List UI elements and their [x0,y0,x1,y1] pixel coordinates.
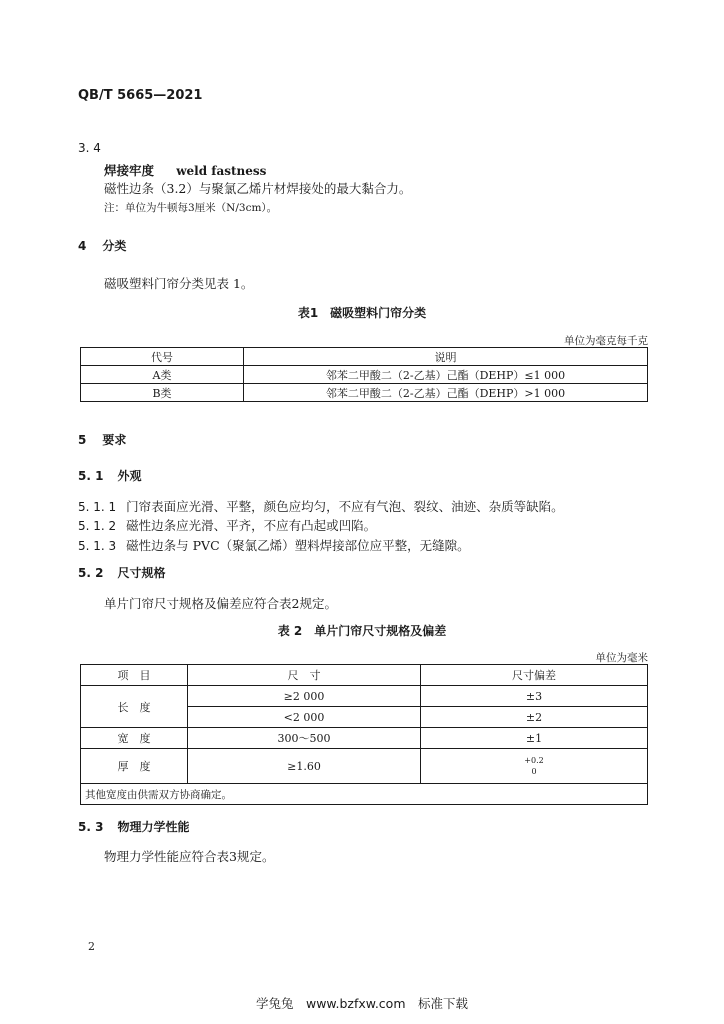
table-row [81,784,648,805]
table-1-unit: 单位为毫克每千克 [564,335,648,347]
section-5-1-heading [78,467,141,484]
clause-number: 5. 1. 1 [78,500,117,514]
tolerance-upper: +0.2 [524,756,544,765]
table-cell: ≥1.60 [188,749,421,784]
section-5-3-number: 5. 3 [78,820,104,834]
table-2-header-size: 尺 寸 [188,665,421,686]
section-5-2-heading [78,564,165,581]
table-cell: ±2 [421,707,648,728]
clause-number: 5. 1. 3 [78,539,117,553]
section-5-title: 要求 [102,433,127,447]
term-cn: 焊接牢度 [104,163,155,178]
section-4-title: 分类 [102,239,127,253]
clause-5-1-3 [78,536,470,554]
section-4-heading [78,237,126,254]
table-2-header-item: 项 目 [81,665,188,686]
page-number: 2 [88,940,95,953]
table-row [81,348,648,366]
table-cell: 邻苯二甲酸二（2-乙基）己酯（DEHP）≤1 000 [244,366,648,384]
section-5-heading [78,431,126,448]
term-en: weld fastness [176,164,267,178]
table-1-header-desc: 说明 [244,348,648,366]
clause-text: 门帘表面应光滑、平整，颜色应均匀，不应有气泡、裂纹、油迹、杂质等缺陷。 [126,499,564,514]
term-definition: 磁性边条（3.2）与聚氯乙烯片材焊接处的最大黏合力。 [104,181,412,196]
site-footer: 学兔兔 www.bzfxw.com 标准下载 [255,996,469,1011]
section-4-number: 4 [78,239,87,253]
section-5-number: 5 [78,433,87,447]
table-cell: <2 000 [188,707,421,728]
term-heading [104,160,266,179]
section-5-3-title: 物理力学性能 [117,820,190,834]
table-cell-length: 长 度 [81,686,188,728]
table-cell: ±3 [421,686,648,707]
table-cell-tolerance [421,749,648,784]
table-cell: B类 [81,384,244,402]
table-1-header-code: 代号 [81,348,244,366]
document-code: QB/T 5665—2021 [78,88,203,103]
clause-5-1-1 [78,497,564,515]
clause-number: 5. 1. 2 [78,519,117,533]
section-5-3-heading [78,818,189,835]
term-note: 注：单位为牛顿每3厘米（N/3cm）。 [104,202,278,214]
table-row [81,366,648,384]
table-row [81,384,648,402]
table-2 [80,664,648,805]
clause-text: 磁性边条应光滑、平齐，不应有凸起或凹陷。 [126,518,377,533]
table-2-unit: 单位为毫米 [595,652,648,664]
section-5-2-title: 尺寸规格 [117,566,166,580]
table-cell: 邻苯二甲酸二（2-乙基）己酯（DEHP）>1 000 [244,384,648,402]
table-2-note: 其他宽度由供需双方协商确定。 [81,784,648,805]
table-cell: 宽 度 [81,728,188,749]
table-row [81,749,648,784]
table-2-caption: 表 2 单片门帘尺寸规格及偏差 [277,624,447,638]
table-cell: ≥2 000 [188,686,421,707]
clause-number-3-4: 3. 4 [78,141,101,155]
table-cell: 厚 度 [81,749,188,784]
table-cell: 300～500 [188,728,421,749]
tolerance-stack [524,755,543,777]
table-cell: ±1 [421,728,648,749]
section-4-body: 磁吸塑料门帘分类见表 1。 [104,276,254,291]
table-2-header-tolerance: 尺寸偏差 [421,665,648,686]
section-5-1-title: 外观 [117,469,142,483]
table-1 [80,347,648,402]
table-row [81,665,648,686]
table-1-caption: 表1 磁吸塑料门帘分类 [297,306,427,320]
section-5-1-number: 5. 1 [78,469,104,483]
clause-text: 磁性边条与 PVC（聚氯乙烯）塑料焊接部位应平整，无缝隙。 [126,538,470,553]
table-row [81,728,648,749]
table-cell: A类 [81,366,244,384]
section-5-3-body: 物理力学性能应符合表3规定。 [104,849,275,864]
section-5-2-number: 5. 2 [78,566,104,580]
clause-5-1-2 [78,516,376,534]
section-5-2-body: 单片门帘尺寸规格及偏差应符合表2规定。 [104,596,337,611]
tolerance-lower: 0 [531,767,537,776]
table-row [81,686,648,707]
